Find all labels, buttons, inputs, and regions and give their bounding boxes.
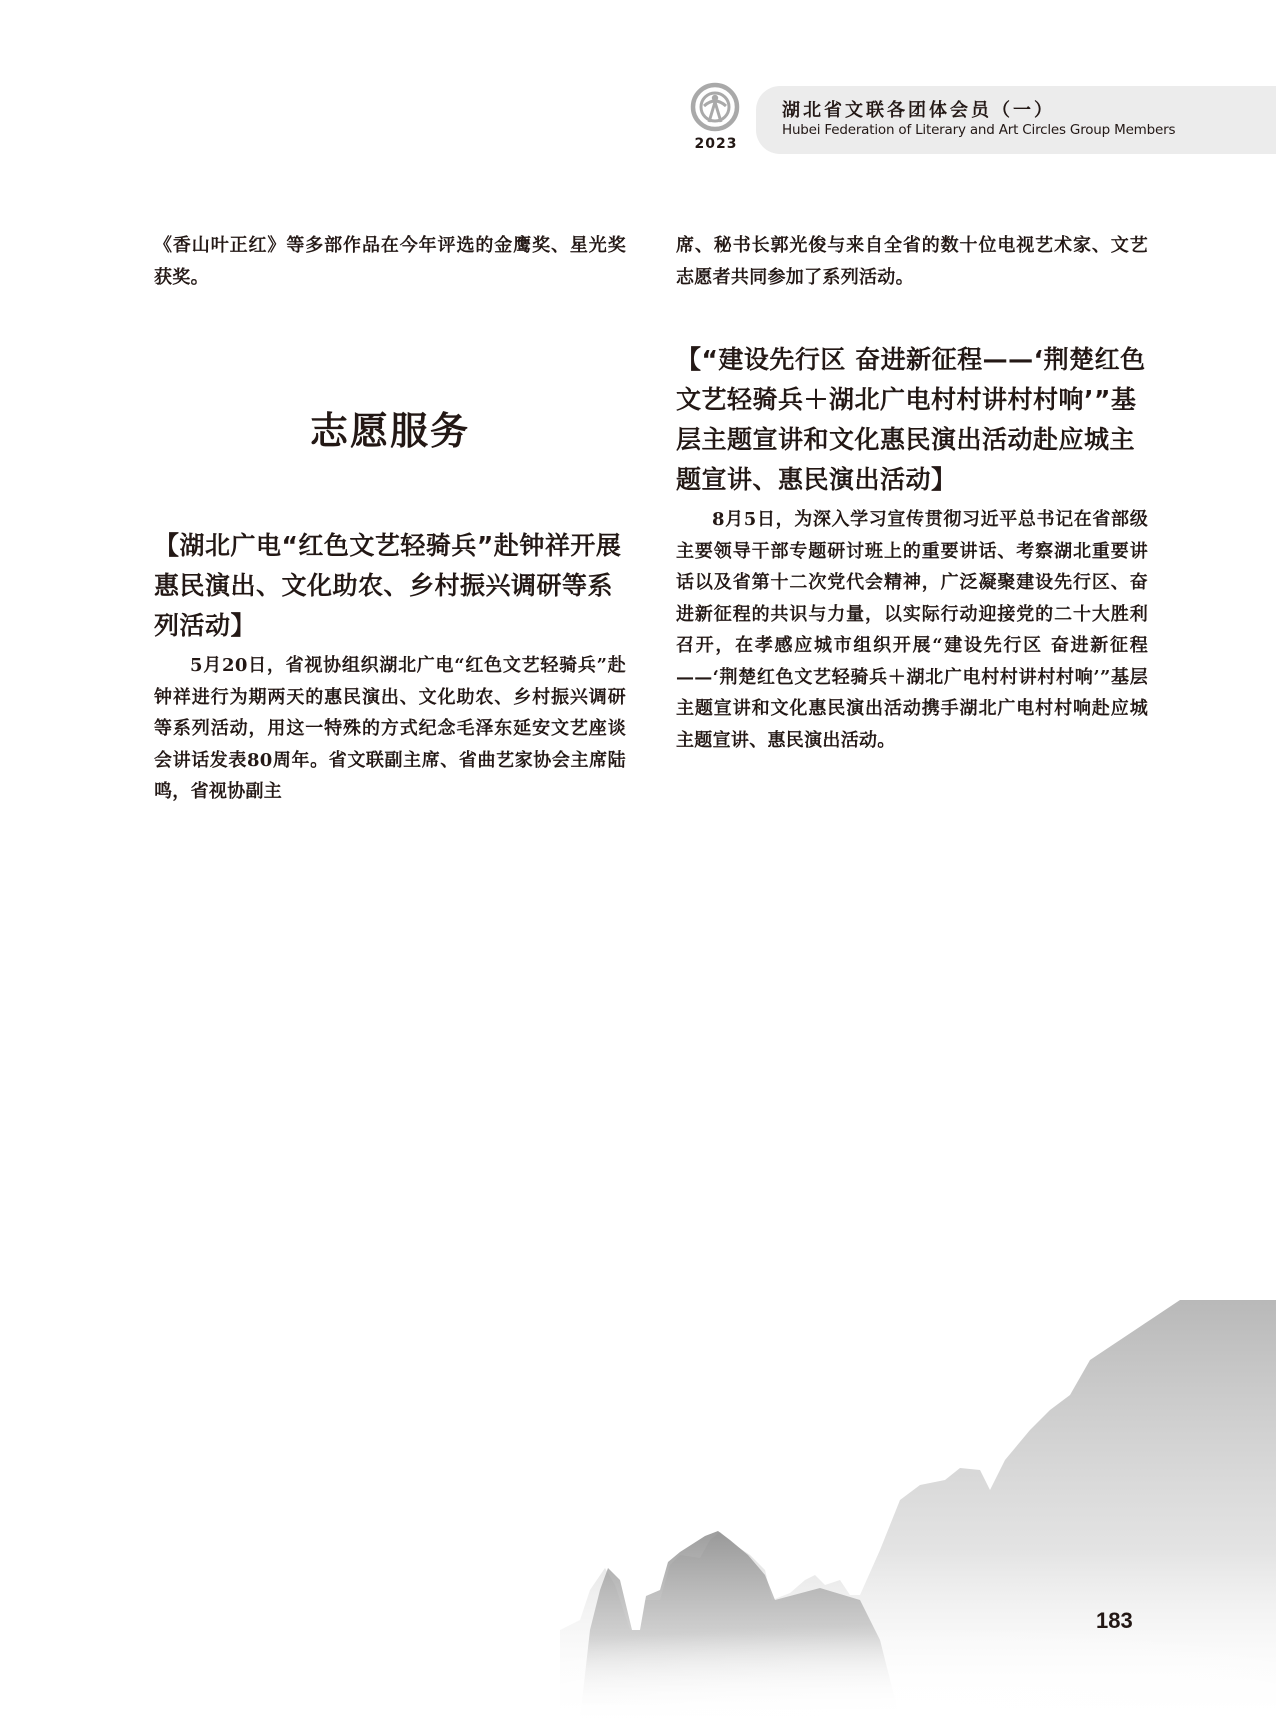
article-heading: 【“建设先行区 奋进新征程——‘荆楚红色文艺轻骑兵＋湖北广电村村讲村村响’”基层主题宣讲和文化惠民演出活动赴应城主题宣讲、惠民演出活动】: [676, 345, 1146, 494]
article-body: 5月20日，省视协组织湖北广电“红色文艺轻骑兵”赴钟祥进行为期两天的惠民演出、文化助农、乡村振兴调研等系列活动，用这一特殊的方式纪念毛泽东延安文艺座谈会讲话发表80周年。省文联副主席、省曲艺家协会主席陆鸣，省视协副主: [154, 655, 626, 802]
article-body: 8月5日，为深入学习宣传贯彻习近平总书记在省部级主要领导干部专题研讨班上的重要讲话、考察湖北重要讲话以及省第十二次党代会精神，广泛凝聚建设先行区、奋进新征程的共识与力量，以实际行动迎接党的二十大胜利召开，在孝感应城市组织开展“建设先行区 奋进新征程——‘荆楚红色文艺轻骑兵＋湖北广电村村讲村村响’”基层主题宣讲和文化惠民演出活动携手湖北广电村村响赴应城主题宣讲、惠民演出活动。: [676, 509, 1148, 751]
article-heading: 【湖北广电“红色文艺轻骑兵”赴钟祥开展惠民演出、文化助农、乡村振兴调研等系列活动】: [154, 531, 622, 640]
ink-mountain-landscape-icon: [560, 1300, 1276, 1719]
logo-year: 2023: [694, 136, 738, 152]
left-article: [154, 526, 626, 808]
federation-emblem-icon: [690, 82, 740, 132]
section-title: 志愿服务: [309, 409, 470, 453]
running-header-title-en: Hubei Federation of Literary and Art Circles Group Members: [782, 122, 1176, 138]
continued-paragraph: 席、秘书长郭光俊与来自全省的数十位电视艺术家、文艺志愿者共同参加了系列活动。: [676, 235, 1148, 288]
right-column-continued: [676, 230, 1148, 293]
continued-paragraph: 《香山叶正红》等多部作品在今年评选的金鹰奖、星光奖获奖。: [154, 235, 626, 288]
right-article: [676, 340, 1148, 756]
left-column-continued: [154, 230, 626, 293]
page-number: 183: [1096, 1608, 1133, 1633]
running-header-title-cn: 湖北省文联各团体会员（一）: [782, 100, 1055, 121]
header-logo: [688, 82, 744, 162]
